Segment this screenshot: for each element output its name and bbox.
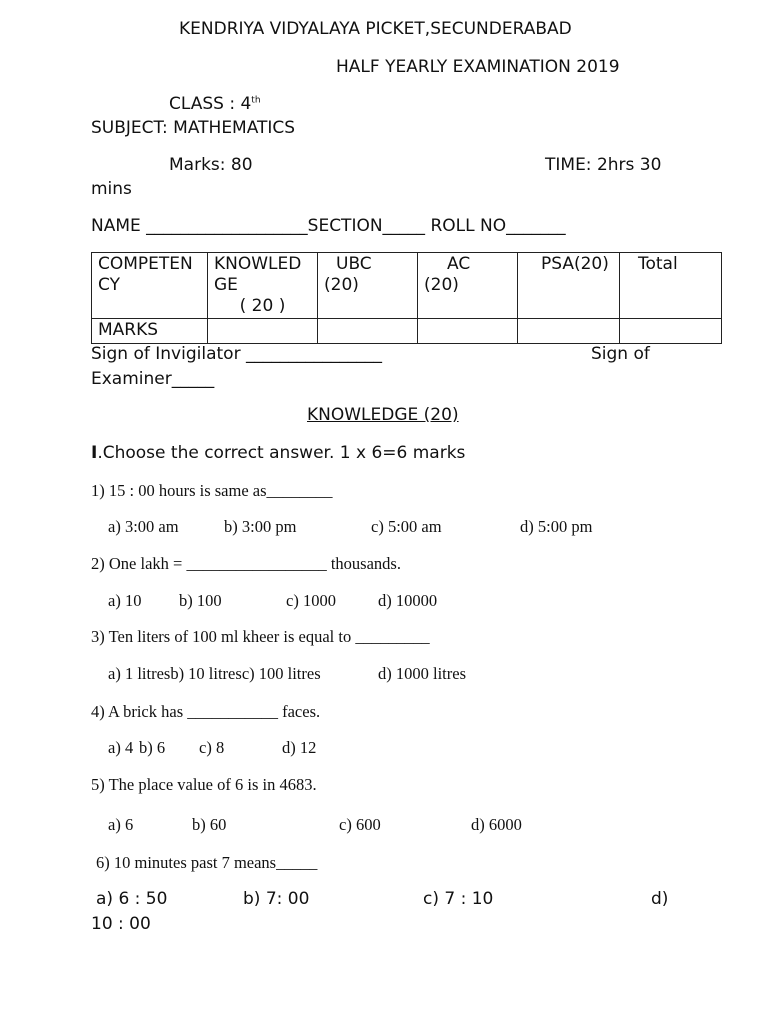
question-1: 1) 15 : 00 hours is same as________ xyxy=(91,481,333,500)
ac-header xyxy=(418,253,518,319)
marks-row-label: MARKS xyxy=(92,319,208,344)
ac-header-line1: AC xyxy=(447,254,471,274)
q1-option-c: c) 5:00 am xyxy=(371,517,442,536)
knowledge-header-line1: KNOWLED xyxy=(214,254,302,274)
q4-option-c: c) 8 xyxy=(199,738,225,757)
question-3: 3) Ten liters of 100 ml kheer is equal to _________ xyxy=(91,627,430,646)
knowledge-header xyxy=(208,253,318,319)
competency-header-line2: CY xyxy=(98,275,120,295)
instruction-text: .Choose the correct answer. 1 x 6=6 marks xyxy=(97,443,466,463)
question-6: 6) 10 minutes past 7 means_____ xyxy=(96,853,318,872)
question-2: 2) One lakh = _________________ thousands. xyxy=(91,554,401,573)
q6-option-d-continued: 10 : 00 xyxy=(91,914,151,934)
knowledge-header-marks: ( 20 ) xyxy=(239,296,286,316)
time-continued: mins xyxy=(91,179,132,199)
psa-header xyxy=(518,253,620,319)
q5-option-a: a) 6 xyxy=(108,815,134,834)
q2-option-a: a) 10 xyxy=(108,591,142,610)
q3-option-b: b) 10 litres xyxy=(170,664,242,683)
instruction xyxy=(91,443,465,463)
total-header xyxy=(620,253,722,319)
examiner-sign-line1: Sign of xyxy=(591,344,650,364)
marks-row xyxy=(92,319,722,344)
competency-header xyxy=(92,253,208,319)
q1-option-a: a) 3:00 am xyxy=(108,517,179,536)
q1-option-d: d) 5:00 pm xyxy=(520,517,593,536)
q5-option-d: d) 6000 xyxy=(471,815,522,834)
psa-marks-cell xyxy=(518,319,620,344)
name-section-roll-line: NAME ___________________SECTION_____ ROLL NO_______ xyxy=(91,216,566,236)
q6-option-c: c) 7 : 10 xyxy=(423,889,494,909)
ac-header-line2: (20) xyxy=(424,275,459,295)
psa-header-text: PSA(20) xyxy=(541,254,609,274)
marks-table xyxy=(91,252,722,344)
ubc-marks-cell xyxy=(318,319,418,344)
total-marks-cell xyxy=(620,319,722,344)
ubc-header xyxy=(318,253,418,319)
q4-option-d: d) 12 xyxy=(282,738,317,757)
question-4: 4) A brick has ___________ faces. xyxy=(91,702,321,721)
class-text: CLASS : 4 xyxy=(169,94,252,114)
q3-option-d: d) 1000 litres xyxy=(378,664,466,683)
q3-option-a: a) 1 litres xyxy=(108,664,171,683)
subject-label: SUBJECT: MATHEMATICS xyxy=(91,118,296,138)
q6-option-d: d) xyxy=(651,889,669,909)
ubc-header-line1: UBC xyxy=(336,254,372,274)
ac-marks-cell xyxy=(418,319,518,344)
competency-header-line1: COMPETEN xyxy=(98,254,193,274)
q5-option-b: b) 60 xyxy=(192,815,227,834)
examiner-sign-line2: Examiner_____ xyxy=(91,369,215,389)
instruction-number: I xyxy=(91,443,98,463)
q6-option-a: a) 6 : 50 xyxy=(96,889,168,909)
q5-option-c: c) 600 xyxy=(339,815,381,834)
q2-option-c: c) 1000 xyxy=(286,591,336,610)
knowledge-header-line2: GE xyxy=(214,275,238,295)
question-5: 5) The place value of 6 is in 4683. xyxy=(91,775,317,794)
total-header-text: Total xyxy=(638,254,678,274)
knowledge-marks-cell xyxy=(208,319,318,344)
ubc-header-line2: (20) xyxy=(324,275,359,295)
class-superscript: th xyxy=(251,95,261,106)
exam-title: HALF YEARLY EXAMINATION 2019 xyxy=(336,57,620,77)
table-header-row xyxy=(92,253,722,319)
marks-label: Marks: 80 xyxy=(169,155,253,175)
section-title: KNOWLEDGE (20) xyxy=(307,405,459,425)
q4-option-a: a) 4 xyxy=(108,738,134,757)
q3-options-abc xyxy=(108,664,321,684)
class-label xyxy=(169,94,261,114)
school-name: KENDRIYA VIDYALAYA PICKET,SECUNDERABAD xyxy=(179,19,572,39)
q2-option-d: d) 10000 xyxy=(378,591,438,610)
time-label: TIME: 2hrs 30 xyxy=(545,155,662,175)
q1-option-b: b) 3:00 pm xyxy=(224,517,297,536)
q2-option-b: b) 100 xyxy=(179,591,222,610)
q3-option-c: c) 100 litres xyxy=(241,664,321,683)
q4-option-b: b) 6 xyxy=(139,738,166,757)
q6-option-b: b) 7: 00 xyxy=(243,889,310,909)
invigilator-sign: Sign of Invigilator ________________ xyxy=(91,344,382,364)
